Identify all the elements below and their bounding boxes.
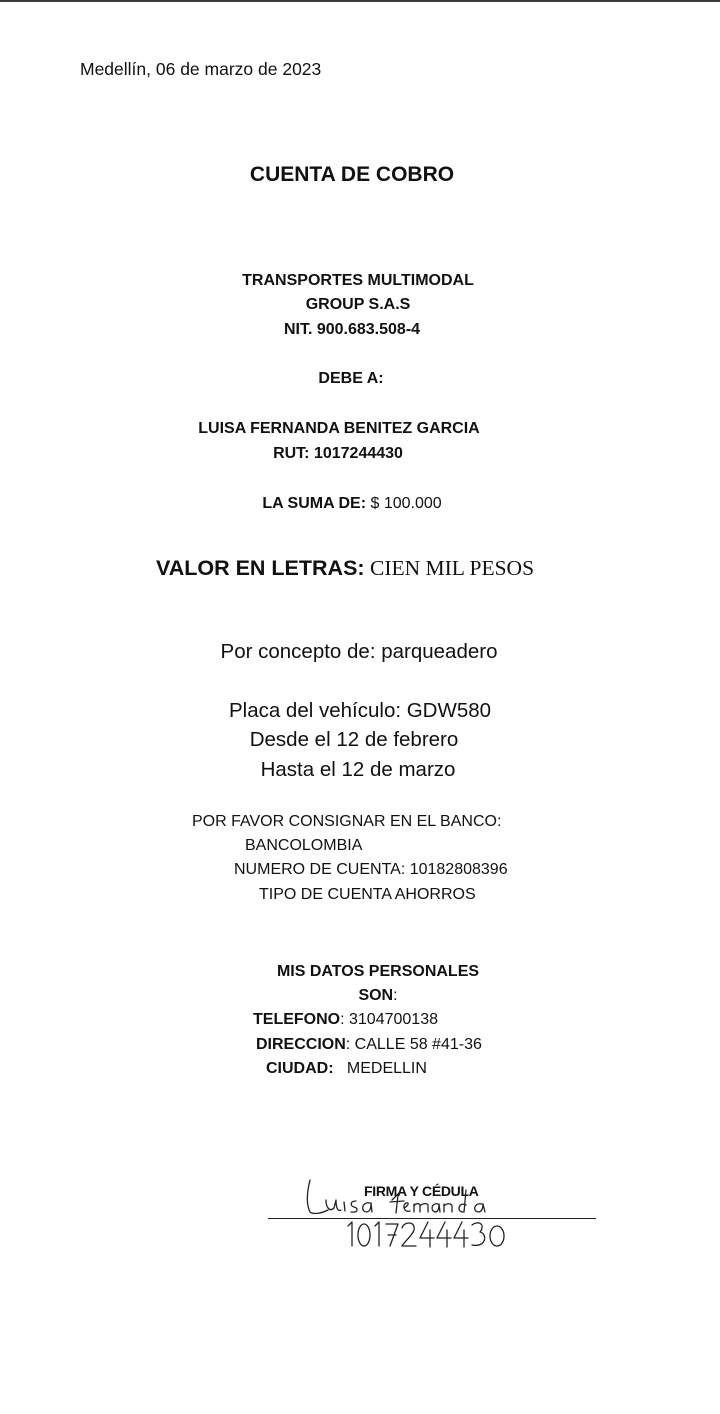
bank-account: NUMERO DE CUENTA: 10182808396 — [234, 861, 508, 878]
company-name-line2: GROUP S.A.S — [305, 296, 411, 313]
sum-line — [262, 495, 441, 513]
value-letters-label: VALOR EN LETRAS: — [155, 556, 365, 580]
address-line — [256, 1036, 482, 1054]
company-nit: NIT. 900.683.508-4 — [283, 321, 421, 338]
address-label: DIRECCION — [256, 1036, 346, 1053]
personal-heading-2 — [358, 987, 397, 1005]
date-line: Medellín, 06 de marzo de 2023 — [80, 59, 322, 79]
sum-value: $ 100.000 — [366, 495, 442, 512]
phone-line — [253, 1011, 438, 1029]
phone-value: : 3104700138 — [340, 1011, 438, 1028]
company-name-line1: TRANSPORTES MULTIMODAL — [242, 272, 474, 289]
personal-heading-2-text: SON — [358, 987, 394, 1004]
creditor-name: LUISA FERNANDA BENITEZ GARCIA — [198, 420, 480, 437]
phone-label: TELEFONO — [253, 1011, 341, 1028]
top-border — [0, 0, 720, 2]
handwritten-signature-number — [344, 1218, 506, 1252]
handwritten-signature-name — [304, 1168, 504, 1224]
address-value: : CALLE 58 #41-36 — [345, 1036, 482, 1053]
sum-label: LA SUMA DE: — [262, 495, 367, 512]
concept-line: Por concepto de: parqueadero — [220, 640, 498, 663]
bank-instruction: POR FAVOR CONSIGNAR EN EL BANCO: — [192, 813, 502, 830]
creditor-rut: RUT: 1017244430 — [273, 445, 403, 462]
value-letters-value: CIEN MIL PESOS — [364, 556, 535, 580]
personal-heading-1: MIS DATOS PERSONALES — [276, 963, 480, 980]
bank-account-type: TIPO DE CUENTA AHORROS — [259, 886, 476, 903]
city-line — [266, 1060, 427, 1078]
personal-heading-2-colon: : — [393, 987, 398, 1004]
city-value: MEDELLIN — [333, 1060, 427, 1077]
to-line: Hasta el 12 de marzo — [260, 758, 456, 781]
value-letters-line — [156, 556, 534, 581]
from-line: Desde el 12 de febrero — [249, 728, 459, 751]
document-title: CUENTA DE COBRO — [249, 163, 455, 186]
debe-a-label: DEBE A: — [318, 370, 384, 387]
bank-name: BANCOLOMBIA — [245, 837, 363, 854]
signature-label: FIRMA Y CÉDULA — [364, 1183, 479, 1199]
plate-line: Placa del vehículo: GDW580 — [228, 699, 492, 722]
city-label: CIUDAD: — [266, 1060, 334, 1077]
